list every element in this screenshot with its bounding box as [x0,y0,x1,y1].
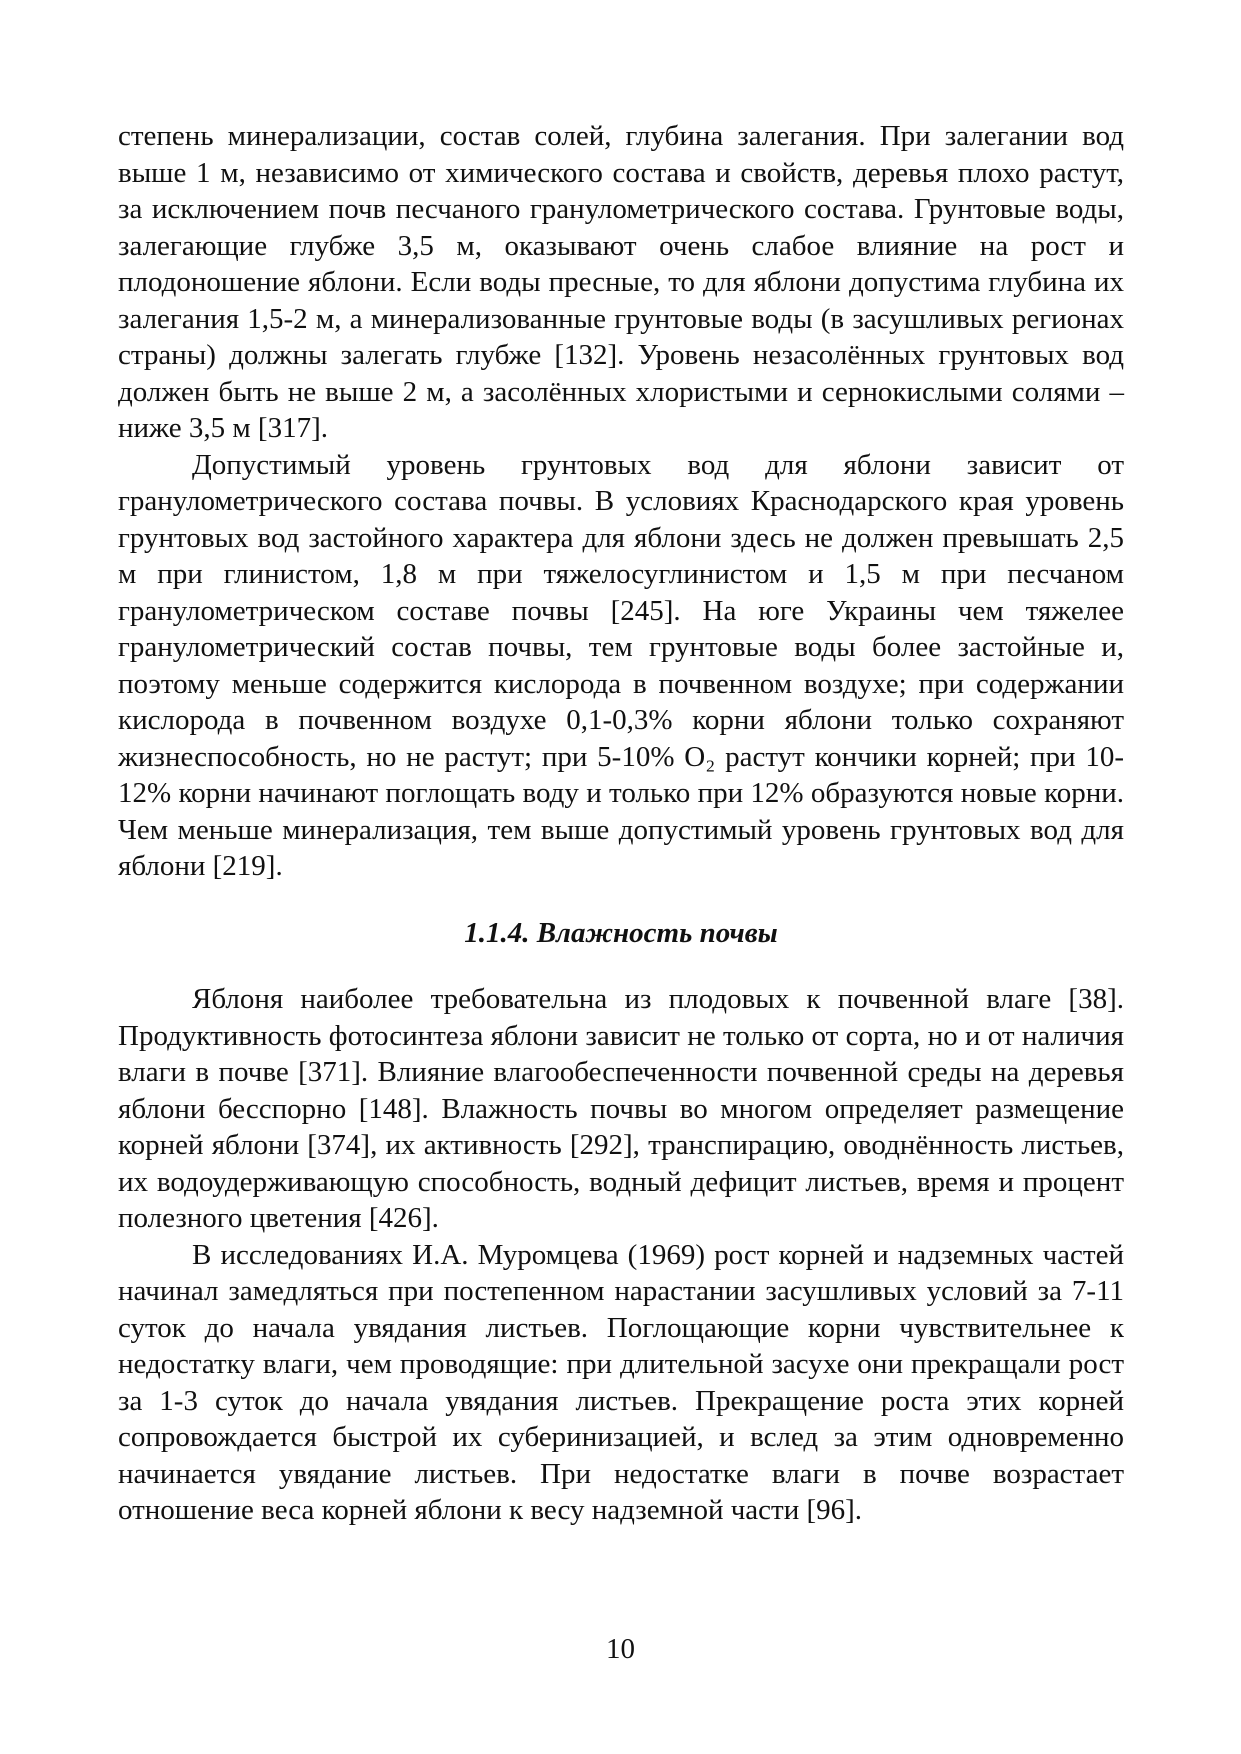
paragraph-groundwater-continuation: степень минерализации, состав солей, глубина залегания. При залегании вод выше 1 м, независимо от химического состава и свойств, деревья плохо растут, за исключением почв песчаного гранулометрического состава. Грунтовые воды, залегающие глубже 3,5 м, оказывают очень слабое влияние на рост и плодоношение яблони. Если воды пресные, то для яблони допустима глубина их залегания 1,5-2 м, а минерализованные грунтовые воды (в засушливых регионах страны) должны залегать глубже [132]. Уровень незасолённых грунтовых вод должен быть не выше 2 м, а засолённых хлористыми и сернокислыми солями – ниже 3,5 м [317]. [118,120,1124,444]
section-heading: 1.1.4. Влажность почвы [464,916,778,949]
paragraph-muromtsev-study: В исследованиях И.А. Муромцева (1969) рост корней и надземных частей начинал замедляться при постепенном нарастании засушливых условий за 7-11 суток до начала увядания листьев. Поглощающие корни чувствительнее к недостатку влаги, чем проводящие: при длительной засухе они прекращали рост за 1-3 суток до начала увядания листьев. Прекращение роста этих корней сопровождается быстрой их суберинизацией, и вслед за этим одновременно начинается увядание листьев. При недостатке влаги в почве возрастает отношение веса корней яблони к весу надземной части [96]. [118,1238,1124,1526]
paragraph-groundwater-level: Допустимый уровень грунтовых вод для яблони зависит от гранулометрического состава почвы. В условиях Краснодарского края уровень грунтовых вод застойного характера для яблони здесь не должен превышать 2,5 м при глинистом, 1,8 м при тяжелосуглинистом и 1,5 м при песчаном гранулометрическом составе почвы [245]. На юге Украины чем тяжелее гранулометрический состав почвы, тем грунтовые воды более застойные и, поэтому меньше содержится кислорода в почвенном воздухе; при содержании кислорода в почвенном воздухе 0,1-0,3% корни яблони только сохраняют жизнеспособность, но не растут; при 5-10% O₂ растут кончики корней; при 10-12% корни начинают поглощать воду и только при 12% образуются новые корни. Чем меньше минерализация, тем выше допустимый уровень грунтовых вод для яблони [219]. [118,448,1124,882]
paragraph-soil-moisture: Яблоня наиболее требовательна из плодовых к почвенной влаге [38]. Продуктивность фотосинтеза яблони зависит не только от сорта, но и от наличия влаги в почве [371]. Влияние влагообеспеченности почвенной среды на деревья яблони бесспорно [148]. Влажность почвы во многом определяет размещение корней яблони [374], их активность [292], транспирацию, оводнённость листьев, их водоудерживающую способность, водный дефицит листьев, время и процент полезного цветения [426]. [118,983,1124,1234]
page-number: 10 [606,1633,635,1665]
page-body [118,118,1124,1529]
